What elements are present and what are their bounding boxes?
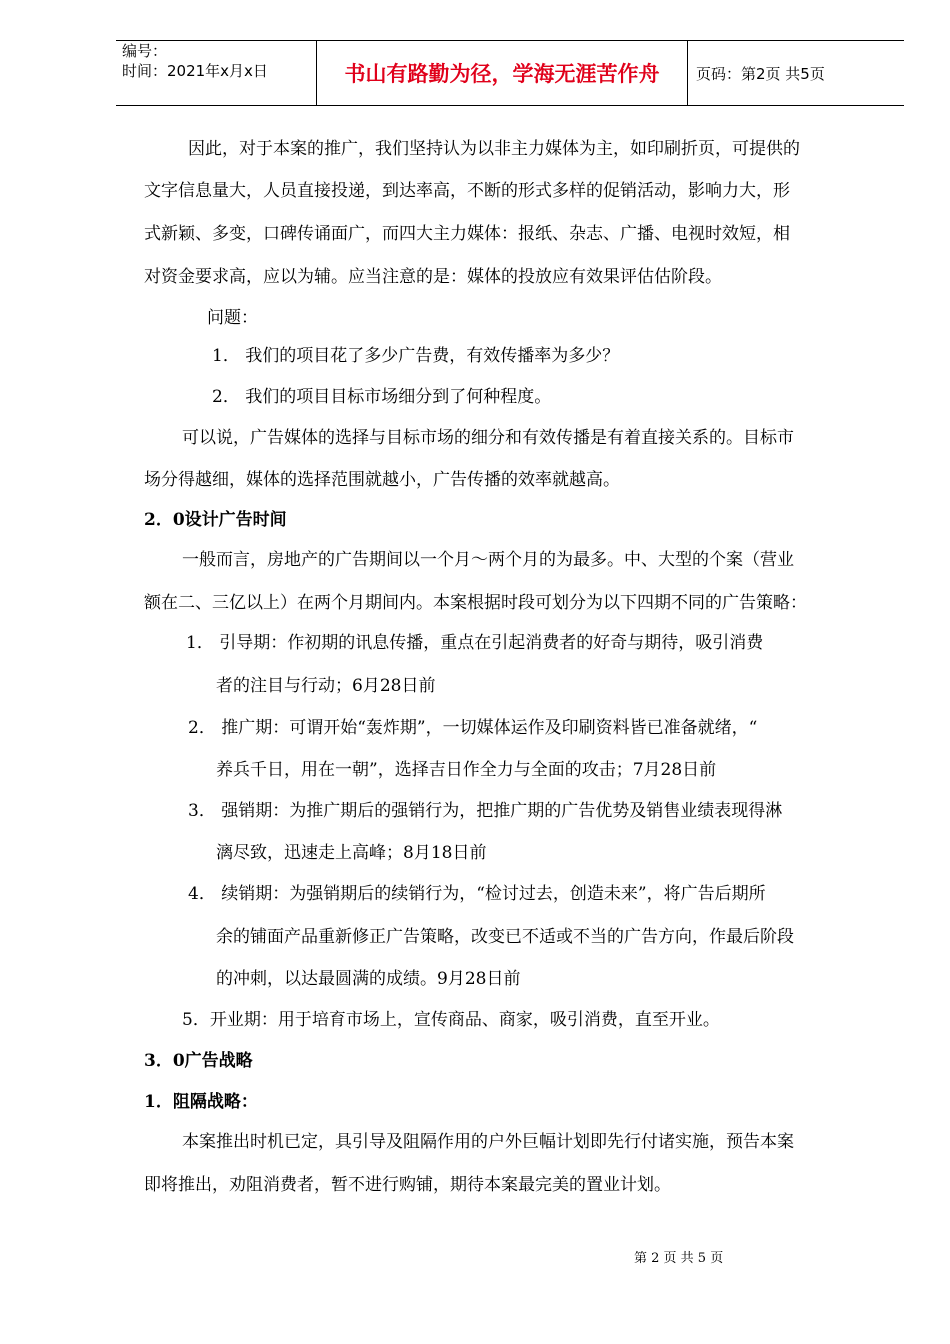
paragraph-line: 即将推出，劝阻消费者，暂不进行购铺，期待本案最完美的置业计划。 — [144, 1175, 671, 1195]
list-item-continuation: 余的铺面产品重新修正广告策略，改变已不适或不当的广告方向，作最后阶段 — [216, 927, 794, 947]
paragraph-line: 额在二、三亿以上）在两个月期间内。本案根据时段可划分为以下四期不同的广告策略： — [144, 593, 807, 613]
doc-code-label: 编号： — [122, 42, 168, 60]
question-item: 2． 我们的项目目标市场细分到了何种程度。 — [212, 387, 552, 407]
section-heading: 3．0广告战略 — [144, 1051, 253, 1071]
paragraph-line: 可以说，广告媒体的选择与目标市场的细分和有效传播是有着直接关系的。目标市 — [182, 428, 794, 448]
paragraph-line: 一般而言，房地产的广告期间以一个月～两个月的为最多。中、大型的个案（营业 — [182, 550, 794, 570]
subsection-heading: 1．阻隔战略： — [144, 1092, 258, 1112]
list-item-continuation: 的冲刺，以达最圆满的成绩。9月28日前 — [216, 969, 521, 989]
paragraph-line: 场分得越细，媒体的选择范围就越小，广告传播的效率就越高。 — [144, 470, 620, 490]
list-item: 5．开业期：用于培育市场上，宣传商品、商家，吸引消费，直至开业。 — [182, 1010, 720, 1030]
page-header — [116, 40, 904, 106]
list-item: 4． 续销期：为强销期后的续销行为，“检讨过去，创造未来”，将广告后期所 — [188, 884, 766, 904]
header-meta — [116, 41, 316, 105]
page-footer: 第 2 页 共 5 页 — [634, 1251, 724, 1266]
doc-time-label: 时间：2021年x月x日 — [122, 62, 268, 80]
list-item: 1． 引导期：作初期的讯息传播，重点在引起消费者的好奇与期待，吸引消费 — [186, 633, 764, 653]
list-item-continuation: 漓尽致，迅速走上高峰；8月18日前 — [216, 843, 487, 863]
list-item: 2． 推广期：可谓开始“轰炸期”，一切媒体运作及印刷资料皆已准备就绪，“ — [188, 718, 758, 738]
question-heading: 问题： — [207, 308, 258, 328]
section-heading: 2．0设计广告时间 — [144, 510, 287, 530]
paragraph-line: 因此，对于本案的推广，我们坚持认为以非主力媒体为主，如印刷折页，可提供的 — [188, 139, 800, 159]
list-item-continuation: 者的注目与行动；6月28日前 — [216, 676, 436, 696]
header-page-number: 页码：第2页 共5页 — [696, 64, 825, 83]
paragraph-line: 本案推出时机已定，具引导及阻隔作用的户外巨幅计划即先行付诸实施，预告本案 — [182, 1132, 794, 1152]
paragraph-line: 式新颖、多变，口碑传诵面广，而四大主力媒体：报纸、杂志、广播、电视时效短，相 — [144, 224, 790, 244]
question-item: 1． 我们的项目花了多少广告费，有效传播率为多少？ — [212, 346, 620, 366]
paragraph-line: 文字信息量大，人员直接投递，到达率高，不断的形式多样的促销活动，影响力大，形 — [144, 181, 790, 201]
list-item: 3． 强销期：为推广期后的强销行为，把推广期的广告优势及销售业绩表现得淋 — [188, 801, 783, 821]
paragraph-line: 对资金要求高，应以为辅。应当注意的是：媒体的投放应有效果评估估阶段。 — [144, 267, 722, 287]
list-item-continuation: 养兵千日，用在一朝”，选择吉日作全力与全面的攻击；7月28日前 — [216, 760, 717, 780]
header-motto: 书山有路勤为径，学海无涯苦作舟 — [316, 41, 688, 105]
